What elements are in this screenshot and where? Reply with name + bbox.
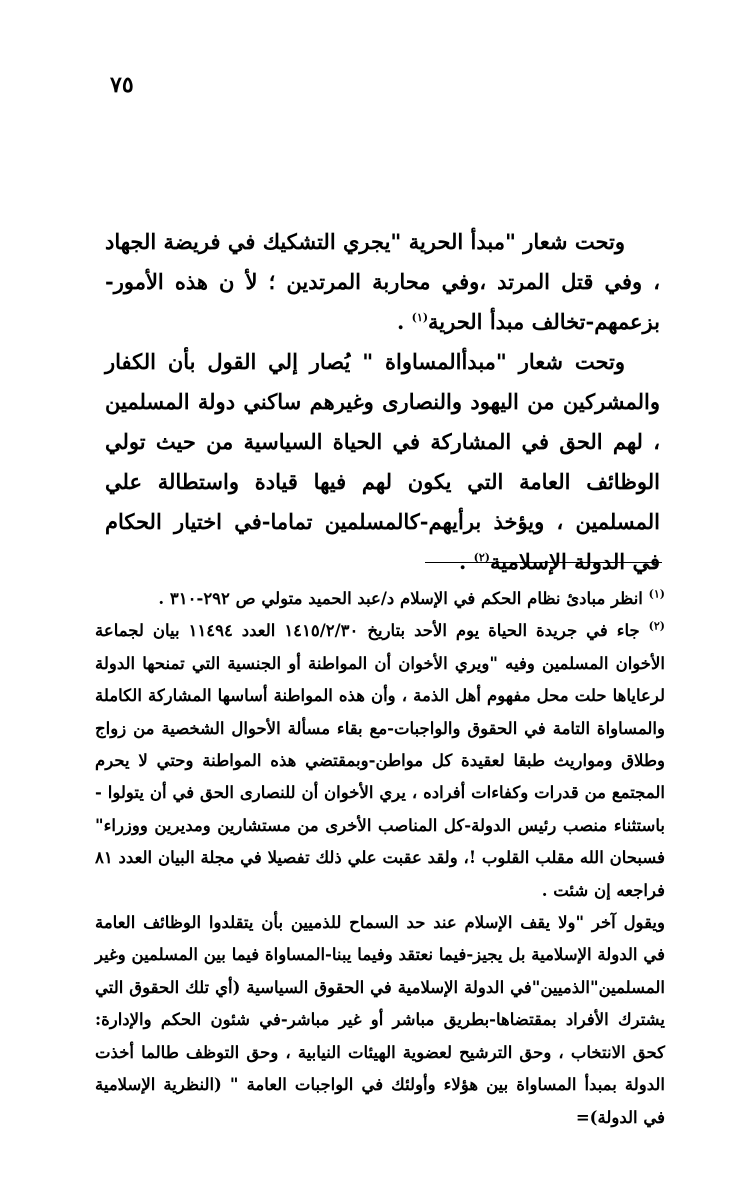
footnote-text: جاء في جريدة الحياة يوم الأحد بتاريخ ١٤١٥/٢/٣٠ العدد ١١٤٩٤ بيان لجماعة الأخوان المسلمين وفيه "ويري الأخوان أن المواطنة أو الجنسية التي تمنحها الدولة لرعاياها حلت محل مفهوم أهل الذمة ، وأن هذه المواطنة أساسها المشاركة الكاملة والمساواة التامة في الحقوق والواجبات-مع بقاء مسألة الأحوال الشخصية من زواج وطلاق ومواريث طبقا لعقيدة كل مواطن-وبمقتضي هذه المواطنة وحتي لا يحرم المجتمع من قدرات وكفاءات أفراده ، يري الأخوان أن للنصارى الحق في أن يتولوا - باستثناء منصب رئيس الدولة-كل المناصب الأخرى من مستشارين ومديرين ووزراء" فسبحان الله مقلب القلوب !، ولقد عقبت علي ذلك تفصيلا في مجلة البيان العدد ٨١ فراجعه إن شئت .: [95, 621, 665, 900]
footnotes: [95, 583, 665, 1134]
footnote-marker: (٢): [648, 619, 666, 633]
footnote-text: ويقول آخر "ولا يقف الإسلام عند حد السماح للذميين بأن يتقلدوا الوظائف العامة في الدولة الإسلامية بل يجيز-فيما نعتقد وفيما يبنا-المساواة فيما بين المسلمين وغير المسلمين"الذميين"في الدولة الإسلامية في الحقوق السياسية (أي تلك الحقوق التي يشترك الأفراد بمقتضاها-بطريق مباشر أو غير مباشر-في شئون الحكم والإدارة: كحق الانتخاب ، وحق الترشيح لعضوية الهيئات النيابية ، وحق التوظف طالما أخذت الدولة بمبدأ المساواة بين هؤلاء وأولئك في الواجبات العامة " (النظرية الإسلامية في الدولة)=: [95, 913, 665, 1127]
paragraph-equality: [105, 342, 660, 582]
footnote-1: [95, 583, 665, 615]
paragraph-freedom: [105, 222, 660, 342]
page-number: ٧٥: [110, 72, 134, 98]
paragraph-text: وتحت شعار "مبدأالمساواة " يُصار إلي القول بأن الكفار والمشركين من اليهود والنصارى وغيرهم ساكني دولة المسلمين ، لهم الحق في المشاركة في الحياة السياسية من حيث تولي الوظائف العامة التي يكون لهم فيها قيادة واستطالة علي المسلمين ، ويؤخذ برأيهم-كالمسلمين تماما-في اختيار الحكام في الدولة الإسلامية: [105, 349, 660, 574]
paragraph-end: .: [459, 549, 474, 574]
footnote-divider: [425, 562, 662, 563]
footnote-marker: (١): [648, 587, 665, 601]
main-text: [105, 222, 660, 582]
footnote-2-continued: [95, 907, 665, 1134]
footnote-ref: (١): [411, 311, 429, 324]
footnote-ref: (٢): [473, 551, 490, 564]
footnote-2: [95, 615, 665, 907]
footnote-text: انظر مبادئ نظام الحكم في الإسلام د/عبد الحميد متولي ص ٢٩٢-٣١٠ .: [158, 589, 649, 608]
paragraph-text: وتحت شعار "مبدأ الحرية "يجري التشكيك في فريضة الجهاد ، وفي قتل المرتد ،وفي محاربة المرتدين ؛ لأ ن هذه الأمور-بزعمهم-تخالف مبدأ الحرية: [105, 229, 660, 334]
paragraph-end: .: [397, 309, 412, 334]
